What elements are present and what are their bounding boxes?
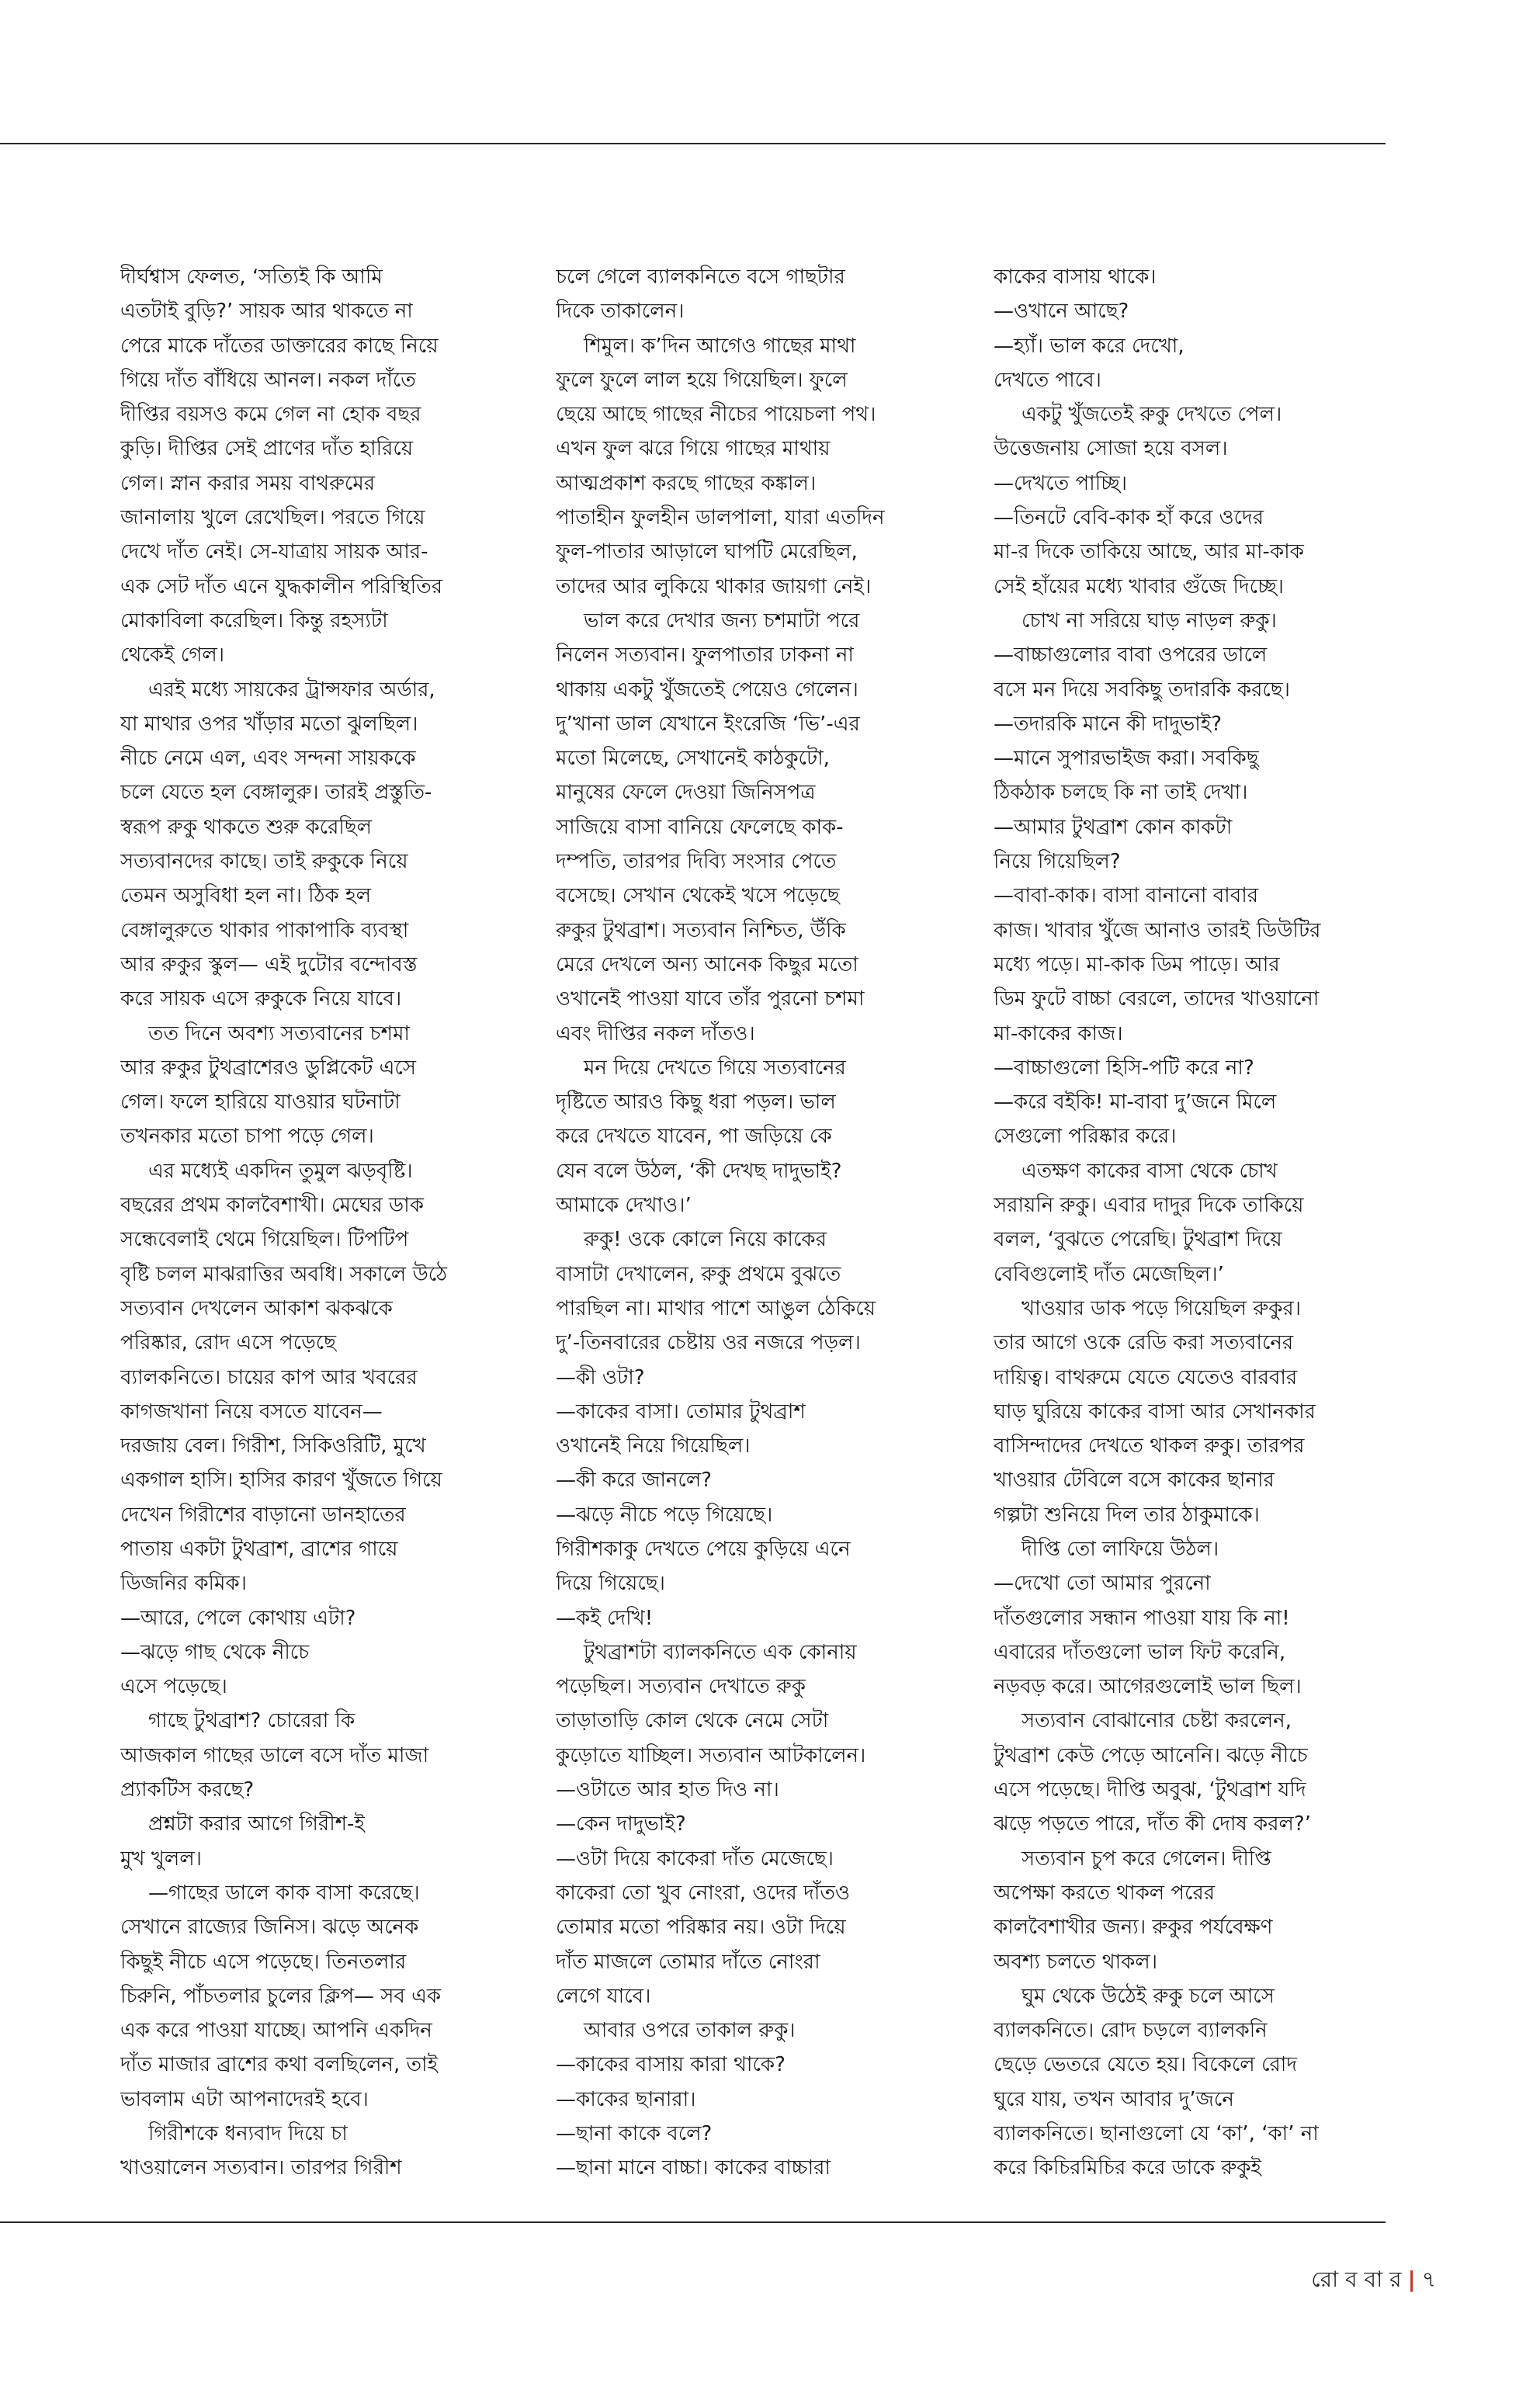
text-line: এসে পড়েছে। (120, 1675, 227, 1699)
text-line: গেল। স্নান করার সময় বাথরুমের (120, 471, 376, 495)
text-line: এক করে পাওয়া যাচ্ছে। আপনি একদিন (120, 2019, 432, 2043)
text-line: কালবৈশাখীর জন্য। রুকুর পর্যবেক্ষণ (994, 1916, 1273, 1940)
text-line: সত্যবান বোঝানোর চেষ্টা করলেন, (1021, 1709, 1292, 1733)
text-line: বেঙ্গালুরুতে থাকার পাকাপাকি ব্যবস্থা (120, 918, 409, 942)
text-line: —দেখো তো আমার পুরনো (994, 1572, 1211, 1596)
text-line: করে সায়ক এসে রুকুকে নিয়ে যাবে। (120, 987, 402, 1011)
text-line: আর রুকুর টুথব্রাশেরও ডুপ্লিকেট এসে (120, 1056, 416, 1080)
text-line: —কই দেখি! (556, 1606, 654, 1630)
text-line: সত্যবান দেখলেন আকাশ ঝকঝকে (120, 1296, 393, 1320)
footer-separator: | (1407, 2266, 1416, 2292)
text-line: কুড়ি। দীপ্তির সেই প্রাণের দাঁত হারিয়ে (120, 437, 414, 461)
text-line: নিলেন সত্যবান। ফুলপাতার ঢাকনা না (556, 643, 854, 668)
text-line: বসে মন দিয়ে সবকিছু তদারকি করছে। (994, 678, 1290, 702)
text-line: —বাবা-কাক। বাসা বানানো বাবার (994, 884, 1259, 908)
text-line: কিছুই নীচে এসে পড়েছে। তিনতলার (120, 1950, 407, 1974)
text-line: স্বরূপ রুকু থাকতে শুরু করেছিল (120, 815, 372, 839)
text-line: একটু খুঁজতেই রুকু দেখতে পেল। (1021, 403, 1282, 427)
text-line: কাগজখানা নিয়ে বসতে যাবেন— (120, 1399, 383, 1424)
text-line: আর রুকুর স্কুল— এই দুটোর বন্দোবস্ত (120, 952, 418, 976)
text-line: —ছানা কাকে বলে? (556, 2122, 713, 2146)
text-line: রুকুর টুথব্রাশ। সত্যবান নিশ্চিত, উঁকি (556, 918, 846, 942)
text-line: আত্মপ্রকাশ করছে গাছের কঙ্কাল। (556, 471, 817, 495)
text-line: বেবিগুলোই দাঁত মেজেছিল।’ (994, 1262, 1224, 1286)
text-line: মা-র দিকে তাকিয়ে আছে, আর মা-কাক (994, 540, 1304, 564)
text-line: ডিম ফুটে বাচ্চা বেরলে, তাদের খাওয়ানো (994, 987, 1320, 1011)
text-line: —মানে সুপারভাইজ করা। সবকিছু (994, 747, 1259, 771)
text-line: দম্পতি, তারপর দিব্যি সংসার পেতে (556, 850, 837, 874)
text-line: চলে যেতে হল বেঙ্গালুরু। তারই প্রস্তুতি- (120, 781, 432, 805)
text-line: তোমার মতো পরিষ্কার নয়। ওটা দিয়ে (556, 1916, 846, 1940)
text-line: গিয়ে দাঁত বাঁধিয়ে আনল। নকল দাঁতে (120, 368, 416, 392)
text-line: দীর্ঘশ্বাস ফেলত, ‘সত্যিই কি আমি (120, 265, 383, 289)
text-line: দিকে তাকালেন। (556, 300, 685, 324)
text-line: নীচে নেমে এল, এবং সন্দনা সায়ককে (120, 747, 416, 771)
text-line: নিয়ে গিয়েছিল? (994, 850, 1121, 874)
text-line: ছেড়ে ভেতরে যেতে হয়। বিকেলে রোদ (994, 2053, 1297, 2077)
text-line: করে কিচিরমিচির করে ডাকে রুকুই (994, 2156, 1261, 2180)
text-line: চলে গেলে ব্যালকনিতে বসে গাছটার (556, 265, 845, 289)
text-line: —কী ওটা? (556, 1365, 645, 1389)
text-line: —ঝড়ে গাছ থেকে নীচে (120, 1640, 310, 1664)
text-line: করে দেখতে যাবেন, পা জড়িয়ে কে (556, 1125, 832, 1149)
text-line: পেরে মাকে দাঁতের ডাক্তারের কাছে নিয়ে (120, 334, 439, 358)
text-line: কাকের বাসায় থাকে। (994, 265, 1157, 289)
text-line: কাকেরা তো খুব নোংরা, ওদের দাঁতও (556, 1881, 850, 1905)
text-line: আমাকে দেখাও।’ (556, 1194, 692, 1218)
text-line: প্রশ্নটা করার আগে গিরীশ-ই (148, 1812, 365, 1836)
text-line: তত দিনে অবশ্য সত্যবানের চশমা (148, 1021, 410, 1046)
text-line: দেখে দাঁত নেই। সে-যাত্রায় সায়ক আর- (120, 540, 428, 564)
text-line: দেখেন গিরীশের বাড়ানো ডানহাতের (120, 1503, 406, 1527)
text-line: —বাচ্চাগুলো হিসি-পটি করে না? (994, 1056, 1254, 1080)
text-line: দাঁত মাজার ব্রাশের কথা বলছিলেন, তাই (120, 2053, 439, 2077)
article-column-1 (120, 260, 512, 2186)
text-line: সরায়নি রুকু। এবার দাদুর দিকে তাকিয়ে (994, 1194, 1304, 1218)
text-line: বছরের প্রথম কালবৈশাখী। মেঘের ডাক (120, 1194, 424, 1218)
text-line: —ওটাতে আর হাত দিও না। (556, 1778, 779, 1802)
text-line: আজকাল গাছের ডালে বসে দাঁত মাজা (120, 1743, 429, 1767)
text-line: —তিনটে বেবি-কাক হাঁ করে ওদের (994, 506, 1264, 530)
text-line: দু’-তিনবারের চেষ্টায় ওর নজরে পড়ল। (556, 1331, 861, 1355)
text-line: আবার ওপরে তাকাল রুকু। (584, 2019, 796, 2043)
text-line: ব্যালকনিতে। রোদ চড়লে ব্যালকনি (994, 2019, 1268, 2043)
text-line: এতটাই বুড়ি?’ সায়ক আর থাকতে না (120, 300, 413, 324)
text-line: অবশ্য চলতে থাকল। (994, 1950, 1158, 1974)
text-line: ঘুরে যায়, তখন আবার দু’জনে (994, 2087, 1234, 2111)
article-column-3 (994, 260, 1386, 2186)
text-line: টুথব্রাশটা ব্যালকনিতে এক কোনায় (584, 1640, 857, 1664)
text-line: মেরে দেখলে অন্য আনেক কিছুর মতো (556, 952, 858, 976)
text-line: সেগুলো পরিষ্কার করে। (994, 1125, 1177, 1149)
text-line: টুথব্রাশ কেউ পেড়ে আনেনি। ঝড়ে নীচে (994, 1743, 1308, 1767)
text-line: এবং দীপ্তির নকল দাঁতও। (556, 1021, 755, 1046)
text-line: এখন ফুল ঝরে গিয়ে গাছের মাথায় (556, 437, 831, 461)
article-column-2 (556, 260, 948, 2186)
text-line: দায়িত্ব। বাথরুমে যেতে যেতেও বারবার (994, 1365, 1298, 1389)
text-line: খাওয়ালেন সত্যবান। তারপর গিরীশ (120, 2156, 402, 2180)
text-line: মুখ খুলল। (120, 1847, 202, 1871)
text-line: তেমন অসুবিধা হল না। ঠিক হল (120, 884, 371, 908)
text-line: অপেক্ষা করতে থাকল পরের (994, 1881, 1216, 1905)
text-line: ফুল-পাতার আড়ালে ঘাপটি মেরেছিল, (556, 540, 858, 564)
text-line: মোকাবিলা করেছিল। কিন্তু রহস্যটা (120, 609, 388, 633)
text-line: সত্যবান চুপ করে গেলেন। দীপ্তি (1021, 1847, 1271, 1871)
text-line: —ছানা মানে বাচ্চা। কাকের বাচ্চারা (556, 2156, 831, 2180)
text-line: তার আগে ওকে রেডি করা সত্যবানের (994, 1331, 1294, 1355)
text-line: —আরে, পেলে কোথায় এটা? (120, 1606, 356, 1630)
text-line: —তদারকি মানে কী দাদুভাই? (994, 712, 1223, 736)
text-line: —করে বইকি! মা-বাবা দু’জনে মিলে (994, 1091, 1277, 1115)
text-line: —বাচ্চাগুলোর বাবা ওপরের ডালে (994, 643, 1268, 668)
text-line: ডিজনির কমিক। (120, 1572, 247, 1596)
text-line: গাছে টুথব্রাশ? চোরেরা কি (148, 1709, 356, 1733)
text-line: ফুলে ফুলে লাল হয়ে গিয়েছিল। ফুলে (556, 368, 848, 392)
text-line: পরিষ্কার, রোদ এসে পড়েছে (120, 1331, 336, 1355)
text-line: চিরুনি, পাঁচতলার চুলের ক্লিপ— সব এক (120, 1984, 442, 2008)
text-line: পারছিল না। মাথার পাশে আঙুল ঠেকিয়ে (556, 1296, 876, 1320)
text-line: সাজিয়ে বাসা বানিয়ে ফেলেছে কাক- (556, 815, 844, 839)
text-line: গেল। ফলে হারিয়ে যাওয়ার ঘটনাটা (120, 1091, 401, 1115)
text-line: সেখানে রাজ্যের জিনিস। ঝড়ে অনেক (120, 1916, 419, 1940)
text-line: সত্যবানদের কাছে। তাই রুকুকে নিয়ে (120, 850, 408, 874)
text-line: দেখতে পাবে। (994, 368, 1101, 392)
text-line: এর মধ্যেই একদিন তুমুল ঝড়বৃষ্টি। (148, 1159, 413, 1183)
text-line: বাসাটা দেখালেন, রুকু প্রথমে বুঝতে (556, 1262, 841, 1286)
text-line: ব্যালকনিতে। ছানাগুলো যে ‘কা’, ‘কা’ না (994, 2122, 1319, 2146)
text-line: খাওয়ার টেবিলে বসে কাকের ছানার (994, 1469, 1275, 1493)
text-line: দিয়ে গিয়েছে। (556, 1572, 665, 1596)
text-line: মন দিয়ে দেখতে গিয়ে সত্যবানের (584, 1056, 846, 1080)
text-line: কাজ। খাবার খুঁজে আনাও তারই ডিউটির (994, 918, 1321, 942)
text-line: খাওয়ার ডাক পড়ে গিয়েছিল রুকুর। (1021, 1296, 1302, 1320)
text-line: ওখানেই নিয়ে গিয়েছিল। (556, 1434, 751, 1458)
text-line: চোখ না সরিয়ে ঘাড় নাড়ল রুকু। (1021, 609, 1277, 633)
text-line: ঝড়ে পড়তে পারে, দাঁত কী দোষ করল?’ (994, 1812, 1311, 1836)
text-line: —হ্যাঁ। ভাল করে দেখো, (994, 334, 1184, 358)
text-line: ঘুম থেকে উঠেই রুকু চলে আসে (1021, 1984, 1275, 2008)
page-footer (1311, 2263, 1436, 2299)
text-line: দীপ্তির বয়সও কমে গেল না হোক বছর (120, 403, 421, 427)
text-line: ঠিকঠাক চলছে কি না তাই দেখা। (994, 781, 1248, 805)
text-line: ব্যালকনিতে। চায়ের কাপ আর খবরের (120, 1365, 418, 1389)
text-line: এবারের দাঁতগুলো ভাল ফিট করেনি, (994, 1640, 1286, 1664)
text-line: তাদের আর লুকিয়ে থাকার জায়গা নেই। (556, 574, 872, 598)
text-line: সন্ধেবেলাই থেমে গিয়েছিল। টিপটিপ (120, 1228, 409, 1252)
text-line: গিরীশকাকু দেখতে পেয়ে কুড়িয়ে এনে (556, 1537, 851, 1561)
text-line: তখনকার মতো চাপা পড়ে গেল। (120, 1125, 374, 1149)
text-line: গল্পটা শুনিয়ে দিল তার ঠাকুমাকে। (994, 1503, 1260, 1527)
text-line: —ওটা দিয়ে কাকেরা দাঁত মেজেছে। (556, 1847, 834, 1871)
text-line: ভাবলাম এটা আপনাদেরই হবে। (120, 2087, 369, 2111)
text-line: বসেছে। সেখান থেকেই খসে পড়েছে (556, 884, 840, 908)
text-line: বাসিন্দাদের দেখতে থাকল রুকু। তারপর (994, 1434, 1305, 1458)
text-line: প্র্যাকটিস করছে? (120, 1778, 255, 1802)
text-line: বৃষ্টি চলল মাঝরাত্তির অবধি। সকালে উঠে (120, 1262, 448, 1286)
text-line: থেকেই গেল। (120, 643, 225, 668)
text-line: —কাকের বাসা। তোমার টুথব্রাশ (556, 1399, 806, 1424)
text-line: ওখানেই পাওয়া যাবে তাঁর পুরনো চশমা (556, 987, 865, 1011)
text-line: এতক্ষণ কাকের বাসা থেকে চোখ (1021, 1159, 1278, 1183)
text-line: মা-কাকের কাজ। (994, 1021, 1123, 1046)
text-line: জানালায় খুলে রেখেছিল। পরতে গিয়ে (120, 506, 425, 530)
text-line: মতো মিলেছে, সেখানেই কাঠকুটো, (556, 747, 830, 771)
text-line: থাকায় একটু খুঁজতেই পেয়েও গেলেন। (556, 678, 858, 702)
text-line: নড়বড় করে। আগেরগুলোই ভাল ছিল। (994, 1675, 1302, 1699)
text-line: —গাছের ডালে কাক বাসা করেছে। (148, 1881, 420, 1905)
text-line: —আমার টুথব্রাশ কোন কাকটা (994, 815, 1233, 839)
text-line: মধ্যে পড়ে। মা-কাক ডিম পাড়ে। আর (994, 952, 1280, 976)
text-line: দু’খানা ডাল যেখানে ইংরেজি ‘ভি’-এর (556, 712, 860, 736)
text-line: লেগে যাবে। (556, 1984, 651, 2008)
text-line: এসে পড়েছে। দীপ্তি অবুঝ, ‘টুথব্রাশ যদি (994, 1778, 1306, 1802)
text-line: এক সেট দাঁত এনে যুদ্ধকালীন পরিস্থিতির (120, 574, 443, 598)
text-line: তাড়াতাড়ি কোল থেকে নেমে সেটা (556, 1709, 829, 1733)
text-line: ভাল করে দেখার জন্য চশমাটা পরে (584, 609, 860, 633)
text-line: মানুষের ফেলে দেওয়া জিনিসপত্র (556, 781, 816, 805)
page-number: ৭ (1421, 2266, 1436, 2292)
magazine-name: রো ব বা র (1311, 2266, 1402, 2292)
text-line: —কাকের ছানারা। (556, 2087, 696, 2111)
text-line: যেন বলে উঠল, ‘কী দেখছ দাদুভাই? (556, 1159, 842, 1183)
text-line: ঘাড় ঘুরিয়ে কাকের বাসা আর সেখানকার (994, 1399, 1316, 1424)
text-line: —ওখানে আছে? (994, 300, 1129, 324)
text-line: এরই মধ্যে সায়কের ট্রান্সফার অর্ডার, (148, 678, 435, 702)
text-line: পাতাহীন ফুলহীন ডালপালা, যারা এতদিন (556, 506, 885, 530)
text-line: রুকু! ওকে কোলে নিয়ে কাকের (584, 1228, 827, 1252)
text-line: দাঁতগুলোর সন্ধান পাওয়া যায় কি না! (994, 1606, 1290, 1630)
text-line: বলল, ‘বুঝতে পেরেছি। টুথব্রাশ দিয়ে (994, 1228, 1282, 1252)
text-line: দরজায় বেল। গিরীশ, সিকিওরিটি, মুখে (120, 1434, 426, 1458)
text-line: —কেন দাদুভাই? (556, 1812, 686, 1836)
text-line: —কী করে জানলে? (556, 1469, 713, 1493)
text-line: ছেয়ে আছে গাছের নীচের পায়েচলা পথ। (556, 403, 876, 427)
text-line: দীপ্তি তো লাফিয়ে উঠল। (1021, 1537, 1219, 1561)
text-line: কুড়োতে যাচ্ছিল। সত্যবান আটকালেন। (556, 1743, 866, 1767)
text-line: দাঁত মাজলে তোমার দাঁতে নোংরা (556, 1950, 820, 1974)
text-line: উত্তেজনায় সোজা হয়ে বসল। (994, 437, 1228, 461)
text-line: গিরীশকে ধন্যবাদ দিয়ে চা (148, 2122, 348, 2146)
text-line: —দেখতে পাচ্ছি। (994, 471, 1128, 495)
text-line: শিমুল। ক’দিন আগেও গাছের মাথা (584, 334, 856, 358)
text-line: পড়েছিল। সত্যবান দেখাতে রুকু (556, 1675, 806, 1699)
text-line: দৃষ্টিতে আরও কিছু ধরা পড়ল। ভাল (556, 1091, 836, 1115)
text-line: একগাল হাসি। হাসির কারণ খুঁজতে গিয়ে (120, 1469, 442, 1493)
top-rule (0, 143, 1386, 144)
bottom-rule (0, 2221, 1386, 2223)
text-line: —কাকের বাসায় কারা থাকে? (556, 2053, 786, 2077)
text-line: —ঝড়ে নীচে পড়ে গিয়েছে। (556, 1503, 773, 1527)
text-line: সেই হাঁয়ের মধ্যে খাবার গুঁজে দিচ্ছে। (994, 574, 1284, 598)
text-line: পাতায় একটা টুথব্রাশ, ব্রাশের গায়ে (120, 1537, 398, 1561)
text-line: যা মাথার ওপর খাঁড়ার মতো ঝুলছিল। (120, 712, 418, 736)
